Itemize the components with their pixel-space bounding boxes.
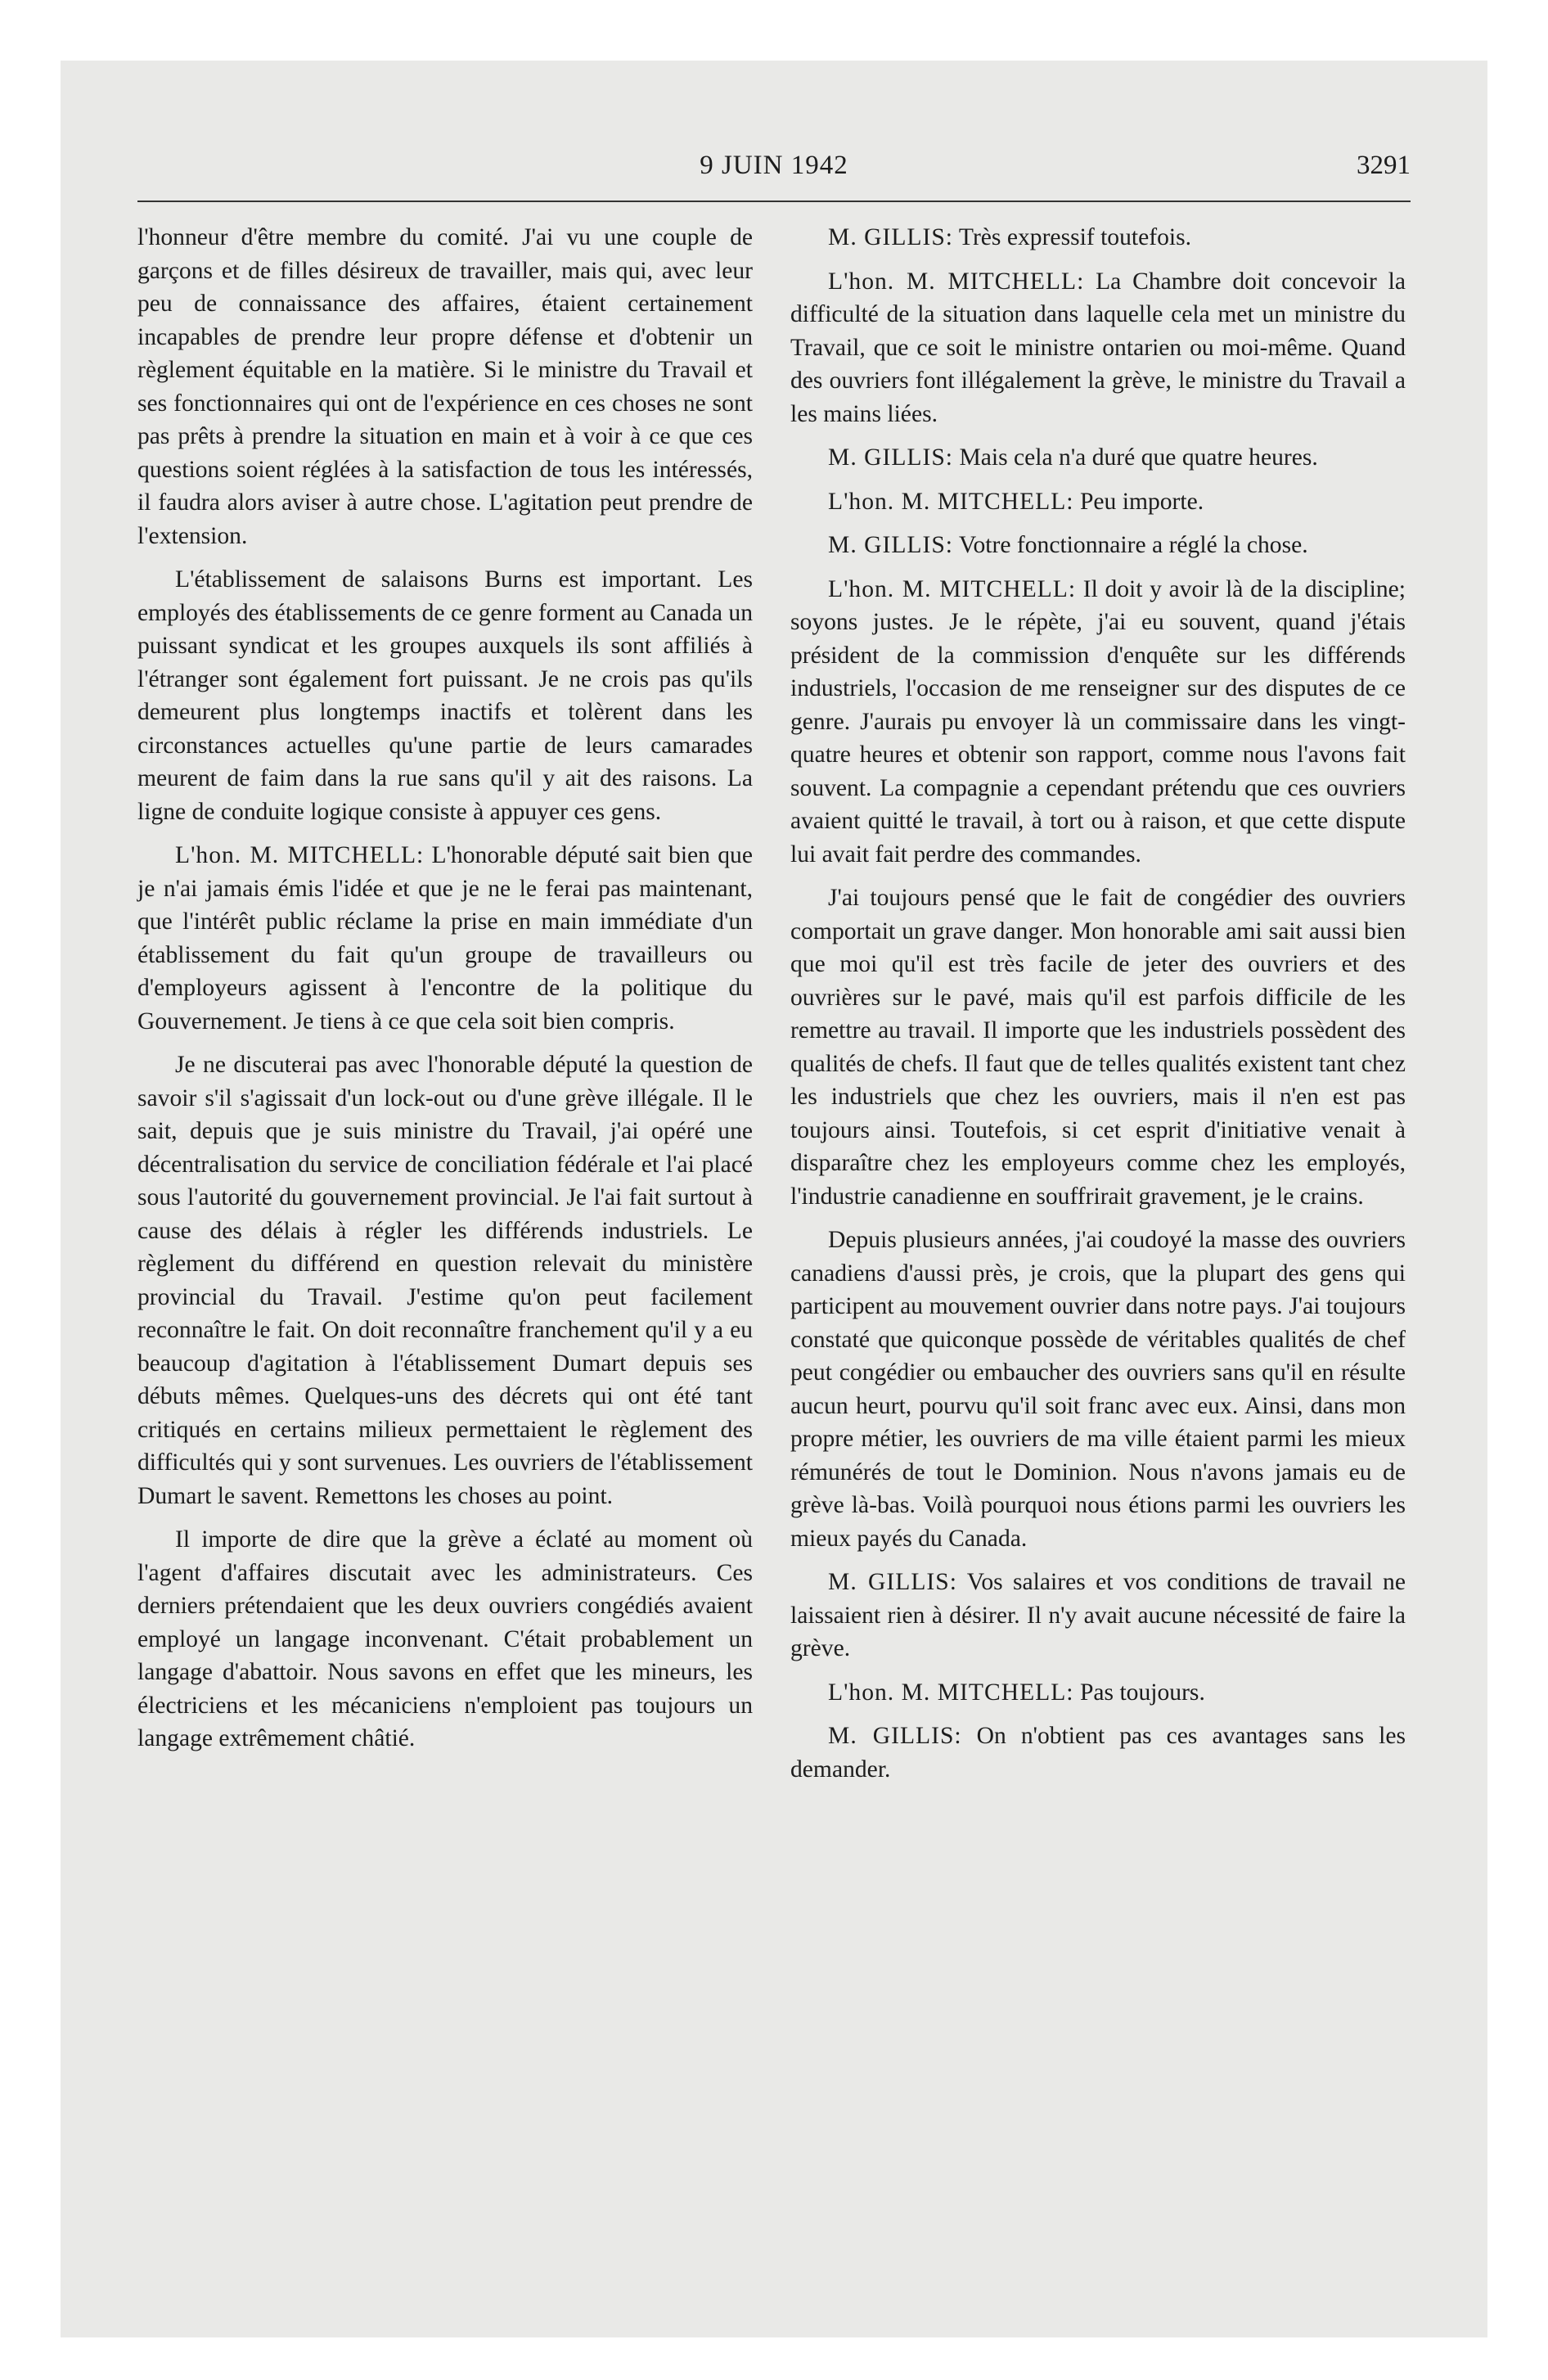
page-number: 3291: [1357, 151, 1411, 180]
speaker-name: L'hon. M. MITCHELL:: [828, 488, 1074, 515]
paragraph: [137, 839, 753, 1038]
paragraph: [790, 265, 1406, 431]
speaker-name: M. GILLIS:: [828, 532, 954, 558]
speaker-name: L'hon. M. MITCHELL:: [828, 1679, 1074, 1706]
speaker-name: M. GILLIS:: [828, 1723, 962, 1749]
paragraph: Il importe de dire que la grève a éclaté au moment où l'agent d'affaires discutait avec les administrateurs. Ces derniers prétendaient que les deux ouvriers congédiés avaient employé un langage inconvenant. C'était probablement un langage d'abattoir. Nous savons en effet que les mineurs, les électriciens et les mécaniciens n'emploient pas toujours un langage extrêmement châtié.: [137, 1526, 753, 1751]
paragraph: [790, 573, 1406, 872]
paragraph: Depuis plusieurs années, j'ai coudoyé la masse des ouvriers canadiens d'aussi près, je crois, que la plupart des gens qui participent au mouvement ouvrier dans notre pays. J'ai toujours constaté que quiconque possède de véritables qualités de chef peut congédier ou embaucher des ouvriers sans qu'il en résulte aucun heurt, pourvu qu'il soit franc avec eux. Ainsi, dans mon propre métier, les ouvriers de ma ville étaient parmi les mieux rémunérés de tout le Dominion. Nous n'avons jamais eu de grève là-bas. Voilà pourquoi nous étions parmi les ouvriers les mieux payés du Canada.: [790, 1227, 1406, 1552]
speech-text: Mais cela n'a duré que quatre heures.: [959, 444, 1318, 471]
speech-text: Pas toujours.: [1079, 1679, 1205, 1706]
paragraph: l'honneur d'être membre du comité. J'ai vu une couple de garçons et de filles désireux de travailler, mais qui, avec leur peu de connaissance des affaires, étaient certainement incapables de prendre leur propre défense et d'obtenir un règlement équitable en la matière. Si le ministre du Travail et ses fonctionnaires qui ont de l'expérience en ces choses ne sont pas prêts à prendre la situation en main et à voir à ce que ces questions soient réglées à la satisfaction de tous les intéressés, il faudra alors aviser à autre chose. L'agitation peut prendre de l'extension.: [137, 224, 753, 549]
speech-text: Vos salaires et vos conditions de travail ne laissaient rien à désirer. Il n'y avait aucune nécessité de faire la grève.: [790, 1569, 1406, 1661]
speaker-name: L'hon. M. MITCHELL:: [175, 842, 425, 868]
left-column: [137, 221, 753, 1766]
right-column: [790, 221, 1406, 1796]
speech-text: L'honorable député sait bien que je n'ai jamais émis l'idée et que je ne le ferai pas maintenant, que l'intérêt public réclame la prise en main immédiate d'un établissement du fait qu'un groupe de travailleurs ou d'employeurs agissent à l'encontre de la politique du Gouvernement. Je tiens à ce que cela soit bien compris.: [137, 842, 753, 1034]
header-date: 9 JUIN 1942: [700, 151, 848, 180]
paragraph: [790, 1720, 1406, 1786]
speaker-name: L'hon. M. MITCHELL:: [828, 575, 1077, 602]
paragraph: [790, 1566, 1406, 1666]
speaker-name: M. GILLIS:: [828, 444, 954, 471]
speaker-name: M. GILLIS:: [828, 224, 954, 250]
header-rule: [137, 201, 1411, 202]
page-header: [137, 151, 1411, 192]
paragraph: Je ne discuterai pas avec l'honorable député la question de savoir s'il s'agissait d'un lock-out ou d'une grève illégale. Il le sait, depuis que je suis ministre du Travail, j'ai opéré une décentralisation du service de conciliation fédérale et l'ai placé sous l'autorité du gouvernement provincial. Je l'ai fait surtout à cause des délais à régler les différends industriels. Le règlement du différend en question relevait du ministère provincial du Travail. J'estime qu'on peut facilement reconnaître le fait. On doit reconnaître franchement qu'il y a eu beaucoup d'agitation à l'établissement Dumart depuis ses débuts mêmes. Quelques-uns des décrets qui ont été tant critiqués en certains milieux permettaient le règlement des difficultés qui y sont survenues. Les ouvriers de l'établissement Dumart le savent. Remettons les choses au point.: [137, 1052, 753, 1509]
paragraph: L'établissement de salaisons Burns est important. Les employés des établissements de ce genre forment au Canada un puissant syndicat et les groupes auxquels ils sont affiliés à l'étranger sont également fort puissant. Je ne crois pas qu'ils demeurent plus longtemps inactifs et tolèrent dans les circonstances actuelles qu'une partie de leurs camarades meurent de faim dans la rue sans qu'il y ait des raisons. La ligne de conduite logique consiste à appuyer ces gens.: [137, 566, 753, 825]
speech-text: On n'obtient pas ces avantages sans les demander.: [790, 1723, 1406, 1783]
speech-text: Il doit y avoir là de la discipline; soyons justes. Je le répète, j'ai eu souvent, quand j'étais président de la commission d'enquête sur les différends industriels, l'occasion de me renseigner sur des disputes de ce genre. J'aurais pu envoyer là un commissaire dans les vingt-quatre heures et obtenir son rapport, comme nous l'avons fait souvent. La compagnie a cependant prétendu que ces ouvriers avaient quitté le travail, à tort ou à raison, et que cette dispute lui avait fait perdre des commandes.: [790, 575, 1406, 868]
paragraph: [790, 221, 1406, 255]
paragraph: [790, 485, 1406, 519]
speech-text: Très expressif toutefois.: [958, 224, 1192, 250]
speech-text: Peu importe.: [1079, 488, 1204, 515]
speech-text: Votre fonctionnaire a réglé la chose.: [958, 532, 1308, 558]
paragraph: J'ai toujours pensé que le fait de congédier des ouvriers comportait un grave danger. Mon honorable ami sait aussi bien que moi qu'il est très facile de jeter des ouvriers et des ouvrières sur le pavé, mais qu'il est parfois difficile de les remettre au travail. Il importe que les industriels possèdent des qualités de chefs. Il faut que de telles qualités existent tant chez les industriels que chez les ouvriers, mais il n'en est pas toujours ainsi. Toutefois, si cet esprit d'initiative venait à disparaître chez les employeurs comme chez les employés, l'industrie canadienne en souffrirait gravement, je le crains.: [790, 885, 1406, 1210]
paragraph: [790, 441, 1406, 475]
paragraph: [790, 529, 1406, 562]
speaker-name: L'hon. M. MITCHELL:: [828, 268, 1085, 295]
speaker-name: M. GILLIS:: [828, 1569, 957, 1595]
paragraph: [790, 1676, 1406, 1710]
speech-text: La Chambre doit concevoir la difficulté de la situation dans laquelle cela met un ministre du Travail, que ce soit le ministre ontarien ou moi-même. Quand des ouvriers font illégalement la grève, le ministre du Travail a les mains liées.: [790, 268, 1406, 427]
